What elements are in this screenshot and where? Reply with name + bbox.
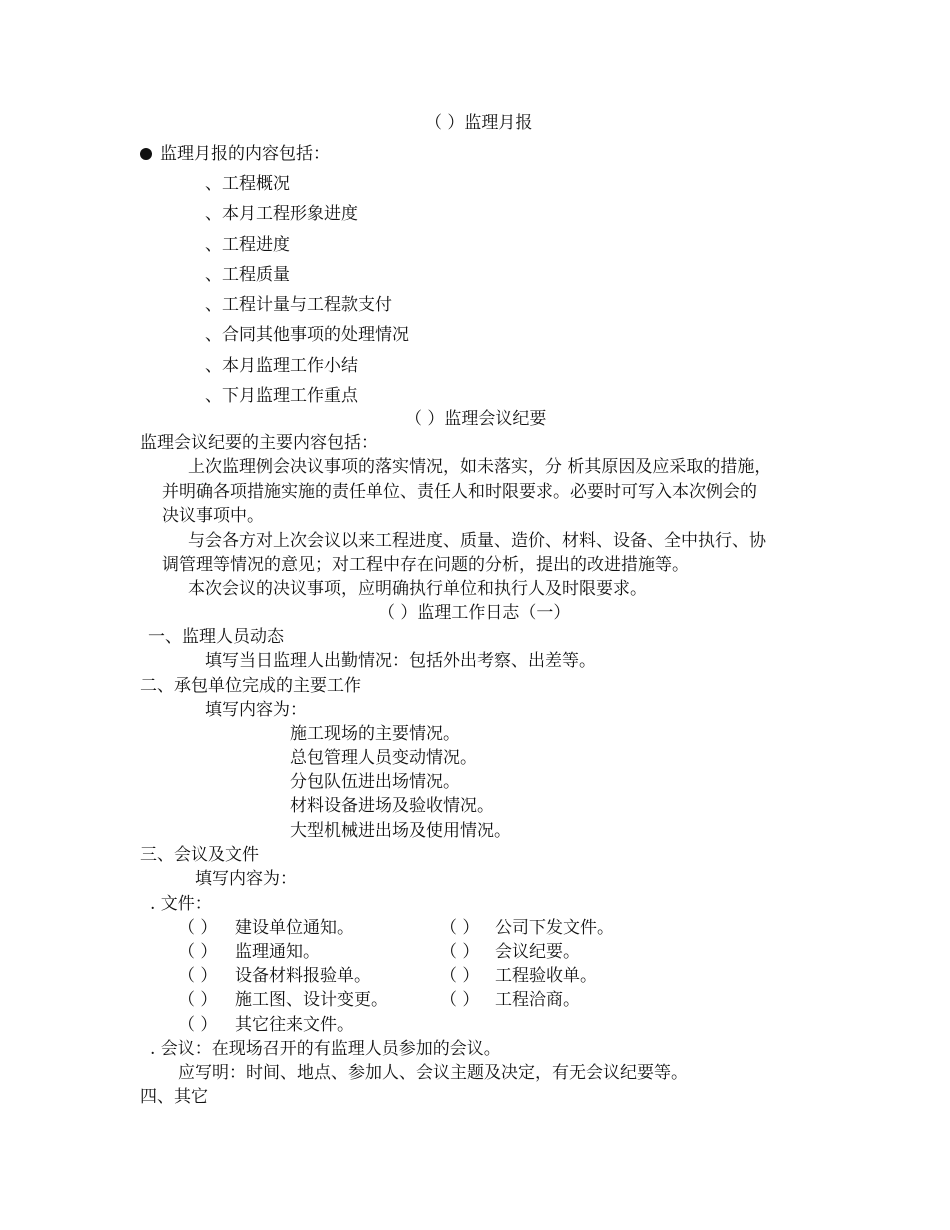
files-label: . 文件：: [150, 894, 212, 914]
heading-contractor-work: 二、承包单位完成的主要工作: [140, 676, 361, 696]
paragraph-line: 上次监理例会决议事项的落实情况，如未落实，分 析其原因及应采取的措施，: [188, 457, 772, 477]
list-item: 施工现场的主要情况。: [290, 724, 460, 744]
list-item: 、工程进度: [205, 235, 290, 255]
checkbox-paren: （ ）: [178, 1015, 218, 1035]
list-item: 、下月监理工作重点: [205, 386, 358, 406]
checkbox-paren: （ ）: [178, 918, 218, 938]
checkbox-paren: （ ）: [178, 942, 218, 962]
file-item: 其它往来文件。: [235, 1015, 354, 1035]
file-item: 建设单位通知。: [235, 918, 354, 938]
file-item: 工程验收单。: [495, 966, 597, 986]
paragraph-line: 并明确各项措施实施的责任单位、责任人和时限要求。必要时可写入本次例会的: [162, 482, 757, 502]
meeting-note: 应写明：时间、地点、参加人、会议主题及决定，有无会议纪要等。: [178, 1063, 688, 1083]
checkbox-paren: （ ）: [178, 990, 218, 1010]
list-item: 大型机械进出场及使用情况。: [290, 821, 511, 841]
file-item: 设备材料报验单。: [235, 966, 371, 986]
paragraph-line: 本次会议的决议事项，应明确执行单位和执行人及时限要求。: [188, 579, 647, 599]
checkbox-paren: （ ）: [440, 942, 480, 962]
heading-other: 四、其它: [140, 1087, 208, 1107]
section-title-work-log: （ ）监理工作日志（一）: [378, 603, 571, 623]
file-item: 工程洽商。: [495, 990, 580, 1010]
checkbox-paren: （ ）: [178, 966, 218, 986]
list-item: 分包队伍进出场情况。: [290, 772, 460, 792]
checkbox-paren: （ ）: [440, 966, 480, 986]
list-item: 材料设备进场及验收情况。: [290, 796, 494, 816]
meeting-minutes-intro: 监理会议纪要的主要内容包括：: [140, 433, 378, 453]
list-item: 、本月工程形象进度: [205, 204, 358, 224]
paragraph-line: 决议事项中。: [162, 506, 264, 526]
list-item: 、工程计量与工程款支付: [205, 295, 392, 315]
list-item: 、合同其他事项的处理情况: [205, 325, 409, 345]
file-item: 监理通知。: [235, 942, 320, 962]
list-item: 、本月监理工作小结: [205, 356, 358, 376]
section-title-meeting-minutes: （ ）监理会议纪要: [405, 409, 547, 429]
intro-text: 监理月报的内容包括：: [160, 144, 330, 164]
list-item: 总包管理人员变动情况。: [290, 748, 477, 768]
checkbox-paren: （ ）: [440, 918, 480, 938]
paragraph-line: 调管理等情况的意见；对工程中存在问题的分析，提出的改进措施等。: [162, 555, 689, 575]
file-item: 公司下发文件。: [495, 918, 614, 938]
heading-staff-status: 一、监理人员动态: [148, 627, 284, 647]
checkbox-paren: （ ）: [440, 990, 480, 1010]
monthly-report-intro: [140, 143, 330, 165]
file-item: 会议纪要。: [495, 942, 580, 962]
bullet-icon: [140, 148, 152, 160]
file-item: 施工图、设计变更。: [235, 990, 388, 1010]
staff-status-text: 填写当日监理人出勤情况：包括外出考察、出差等。: [205, 651, 596, 671]
meeting-line: . 会议：在现场召开的有监理人员参加的会议。: [150, 1039, 501, 1059]
fill-content-label: 填写内容为：: [195, 869, 297, 889]
list-item: 、工程质量: [205, 265, 290, 285]
fill-content-label: 填写内容为：: [205, 700, 307, 720]
paragraph-line: 与会各方对上次会议以来工程进度、质量、造价、材料、设备、全中执行、协: [188, 531, 766, 551]
list-item: 、工程概况: [205, 174, 290, 194]
section-title-monthly-report: （ ）监理月报: [425, 113, 533, 133]
heading-meetings-documents: 三、会议及文件: [140, 845, 259, 865]
